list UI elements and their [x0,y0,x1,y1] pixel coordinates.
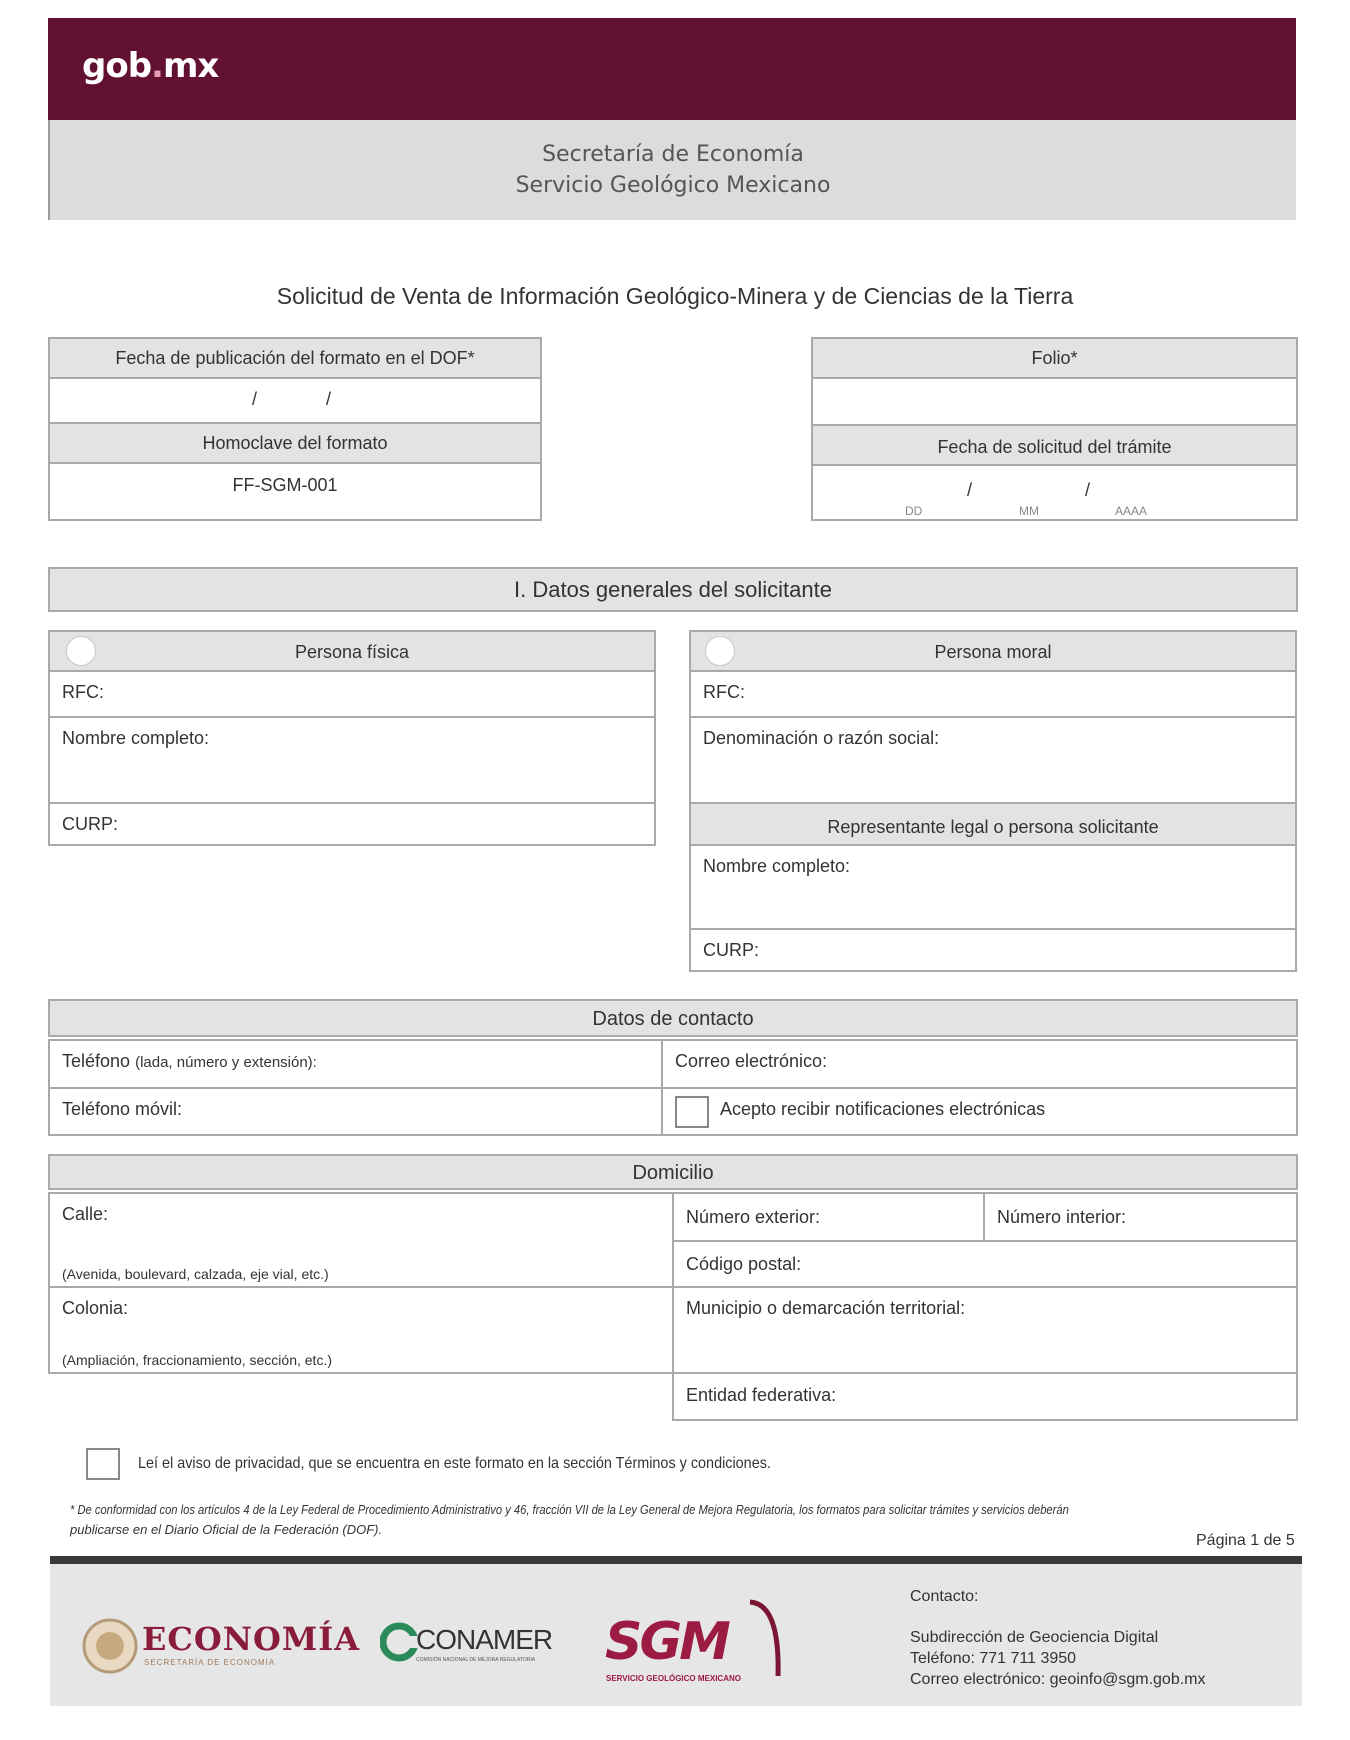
day-hint: DD [905,504,923,518]
telefono-movil-field[interactable]: Teléfono móvil: [62,1099,183,1119]
numero-exterior-field[interactable] [672,1192,985,1242]
page-number: Página 1 de 5 [1196,1532,1295,1549]
rep-curp-field[interactable]: CURP: [703,940,760,960]
homoclave-label: Homoclave del formato [50,424,540,464]
calle-field[interactable] [48,1192,674,1288]
contact-label: Contacto: [910,1588,979,1605]
persona-fisica-box [48,630,656,846]
persona-fisica-label: Persona física [294,642,410,662]
persona-moral-header [691,632,1295,672]
folio-field[interactable] [813,379,1296,426]
escudo-icon [80,1616,140,1676]
header-subtitle [48,120,1296,220]
telefono-label: Teléfono [62,1051,131,1071]
telefono-field[interactable] [62,1051,317,1072]
conamer-icon [380,1622,418,1662]
domicilio-grid [48,1192,1298,1429]
page-title: Solicitud de Venta de Información Geológico-Minera y de Ciencias de la Tierra [276,283,1074,309]
contact-phone: Teléfono: 771 711 3950 [910,1650,1077,1667]
homoclave-value: FF-SGM-001 [232,475,338,495]
persona-fisica-radio[interactable] [66,636,96,666]
codigo-postal-field[interactable] [672,1240,1298,1288]
economia-wordmark: ECONOMÍA [142,1620,361,1658]
persona-moral-box [689,630,1297,972]
format-info-box [48,337,542,521]
folio-label: Folio* [813,339,1296,379]
header-line-1: Secretaría de Economía [542,142,804,167]
section-datos-generales: I. Datos generales del solicitante [48,567,1298,612]
year-hint: AAAA [1115,504,1148,518]
numero-interior-field[interactable] [983,1192,1298,1242]
persona-moral-label: Persona moral [934,642,1052,662]
municipio-field[interactable] [672,1286,1298,1374]
notificaciones-label: Acepto recibir notificaciones electrónicas [720,1099,1046,1119]
telefono-note: (lada, número y extensión): [135,1054,317,1071]
date-separator: / [967,480,973,500]
privacidad-checkbox[interactable] [86,1448,120,1480]
notificaciones-checkbox[interactable] [675,1096,709,1128]
colonia-label: Colonia: [62,1298,129,1318]
privacidad-label: Leí el aviso de privacidad, que se encuentra en este formato en la sección Términos y condiciones. [138,1455,771,1472]
contact-email[interactable]: Correo electrónico: geoinfo@sgm.gob.mx [910,1671,1206,1688]
date-separator: / [252,389,258,409]
sgm-swoosh-icon [740,1594,800,1684]
sgm-wordmark: SGM [605,1612,728,1672]
codigo-postal-label: Código postal: [686,1254,802,1274]
date-separator: / [326,389,332,409]
month-hint: MM [1019,504,1039,518]
fecha-dof-field[interactable] [50,379,540,424]
municipio-label: Municipio o demarcación territorial: [686,1298,966,1318]
curp-field[interactable]: CURP: [62,814,119,834]
footer [50,1556,1302,1706]
conamer-logo [380,1622,418,1667]
section-datos-contacto: Datos de contacto [48,999,1298,1037]
fecha-solicitud-label: Fecha de solicitud del trámite [813,426,1296,466]
persona-moral-radio[interactable] [705,636,735,666]
footnote-line-1: * De conformidad con los artículos 4 de la Ley Federal de Procedimiento Administrativo y 46, fracción VII de la Ley General de Mejora Regulatoria, los formatos para solicitar trámites y servicios deberán [70,1502,1069,1517]
economia-logo [80,1616,140,1681]
conamer-wordmark: CONAMER [416,1624,553,1655]
representante-header: Representante legal o persona solicitante [691,804,1295,846]
entidad-federativa-label: Entidad federativa: [686,1385,837,1405]
header-line-2: Servicio Geológico Mexicano [515,173,831,198]
contact-block [910,1586,1206,1690]
rfc-field[interactable]: RFC: [691,672,1295,718]
footnote-line-2: publicarse en el Diario Oficial de la Federación (DOF). [70,1522,383,1537]
numero-exterior-label: Número exterior: [686,1207,821,1227]
fecha-solicitud-field[interactable] [813,466,1296,521]
row-divider [50,1087,1298,1089]
rfc-field[interactable]: RFC: [50,672,654,718]
contact-department: Subdirección de Geociencia Digital [910,1629,1159,1646]
fecha-dof-label: Fecha de publicación del formato en el DOF* [50,339,540,379]
conamer-subtitle: COMISIÓN NACIONAL DE MEJORA REGULATORIA [416,1657,536,1663]
persona-fisica-header [50,632,654,672]
colonia-note: (Ampliación, fraccionamiento, sección, etc.) [62,1352,332,1368]
colonia-field[interactable] [48,1286,674,1374]
header-bar [48,18,1296,120]
section-domicilio: Domicilio [48,1154,1298,1190]
footnote [70,1500,1310,1540]
folio-box [811,337,1298,521]
contacto-grid [48,1039,1298,1136]
rep-nombre-completo-field[interactable]: Nombre completo: [691,846,1295,930]
calle-note: (Avenida, boulevard, calzada, eje vial, etc.) [62,1266,329,1282]
correo-field[interactable]: Correo electrónico: [675,1051,828,1071]
date-separator: / [1085,480,1091,500]
sgm-subtitle: SERVICIO GEOLÓGICO MEXICANO [606,1674,741,1683]
numero-interior-label: Número interior: [997,1207,1127,1227]
gob-mx-logo: gob.mx [82,46,219,86]
entidad-federativa-field[interactable] [672,1372,1298,1421]
nombre-completo-field[interactable]: Nombre completo: [50,718,654,804]
calle-label: Calle: [62,1204,109,1224]
denominacion-field[interactable]: Denominación o razón social: [691,718,1295,804]
economia-subtitle: SECRETARÍA DE ECONOMÍA [144,1658,276,1667]
